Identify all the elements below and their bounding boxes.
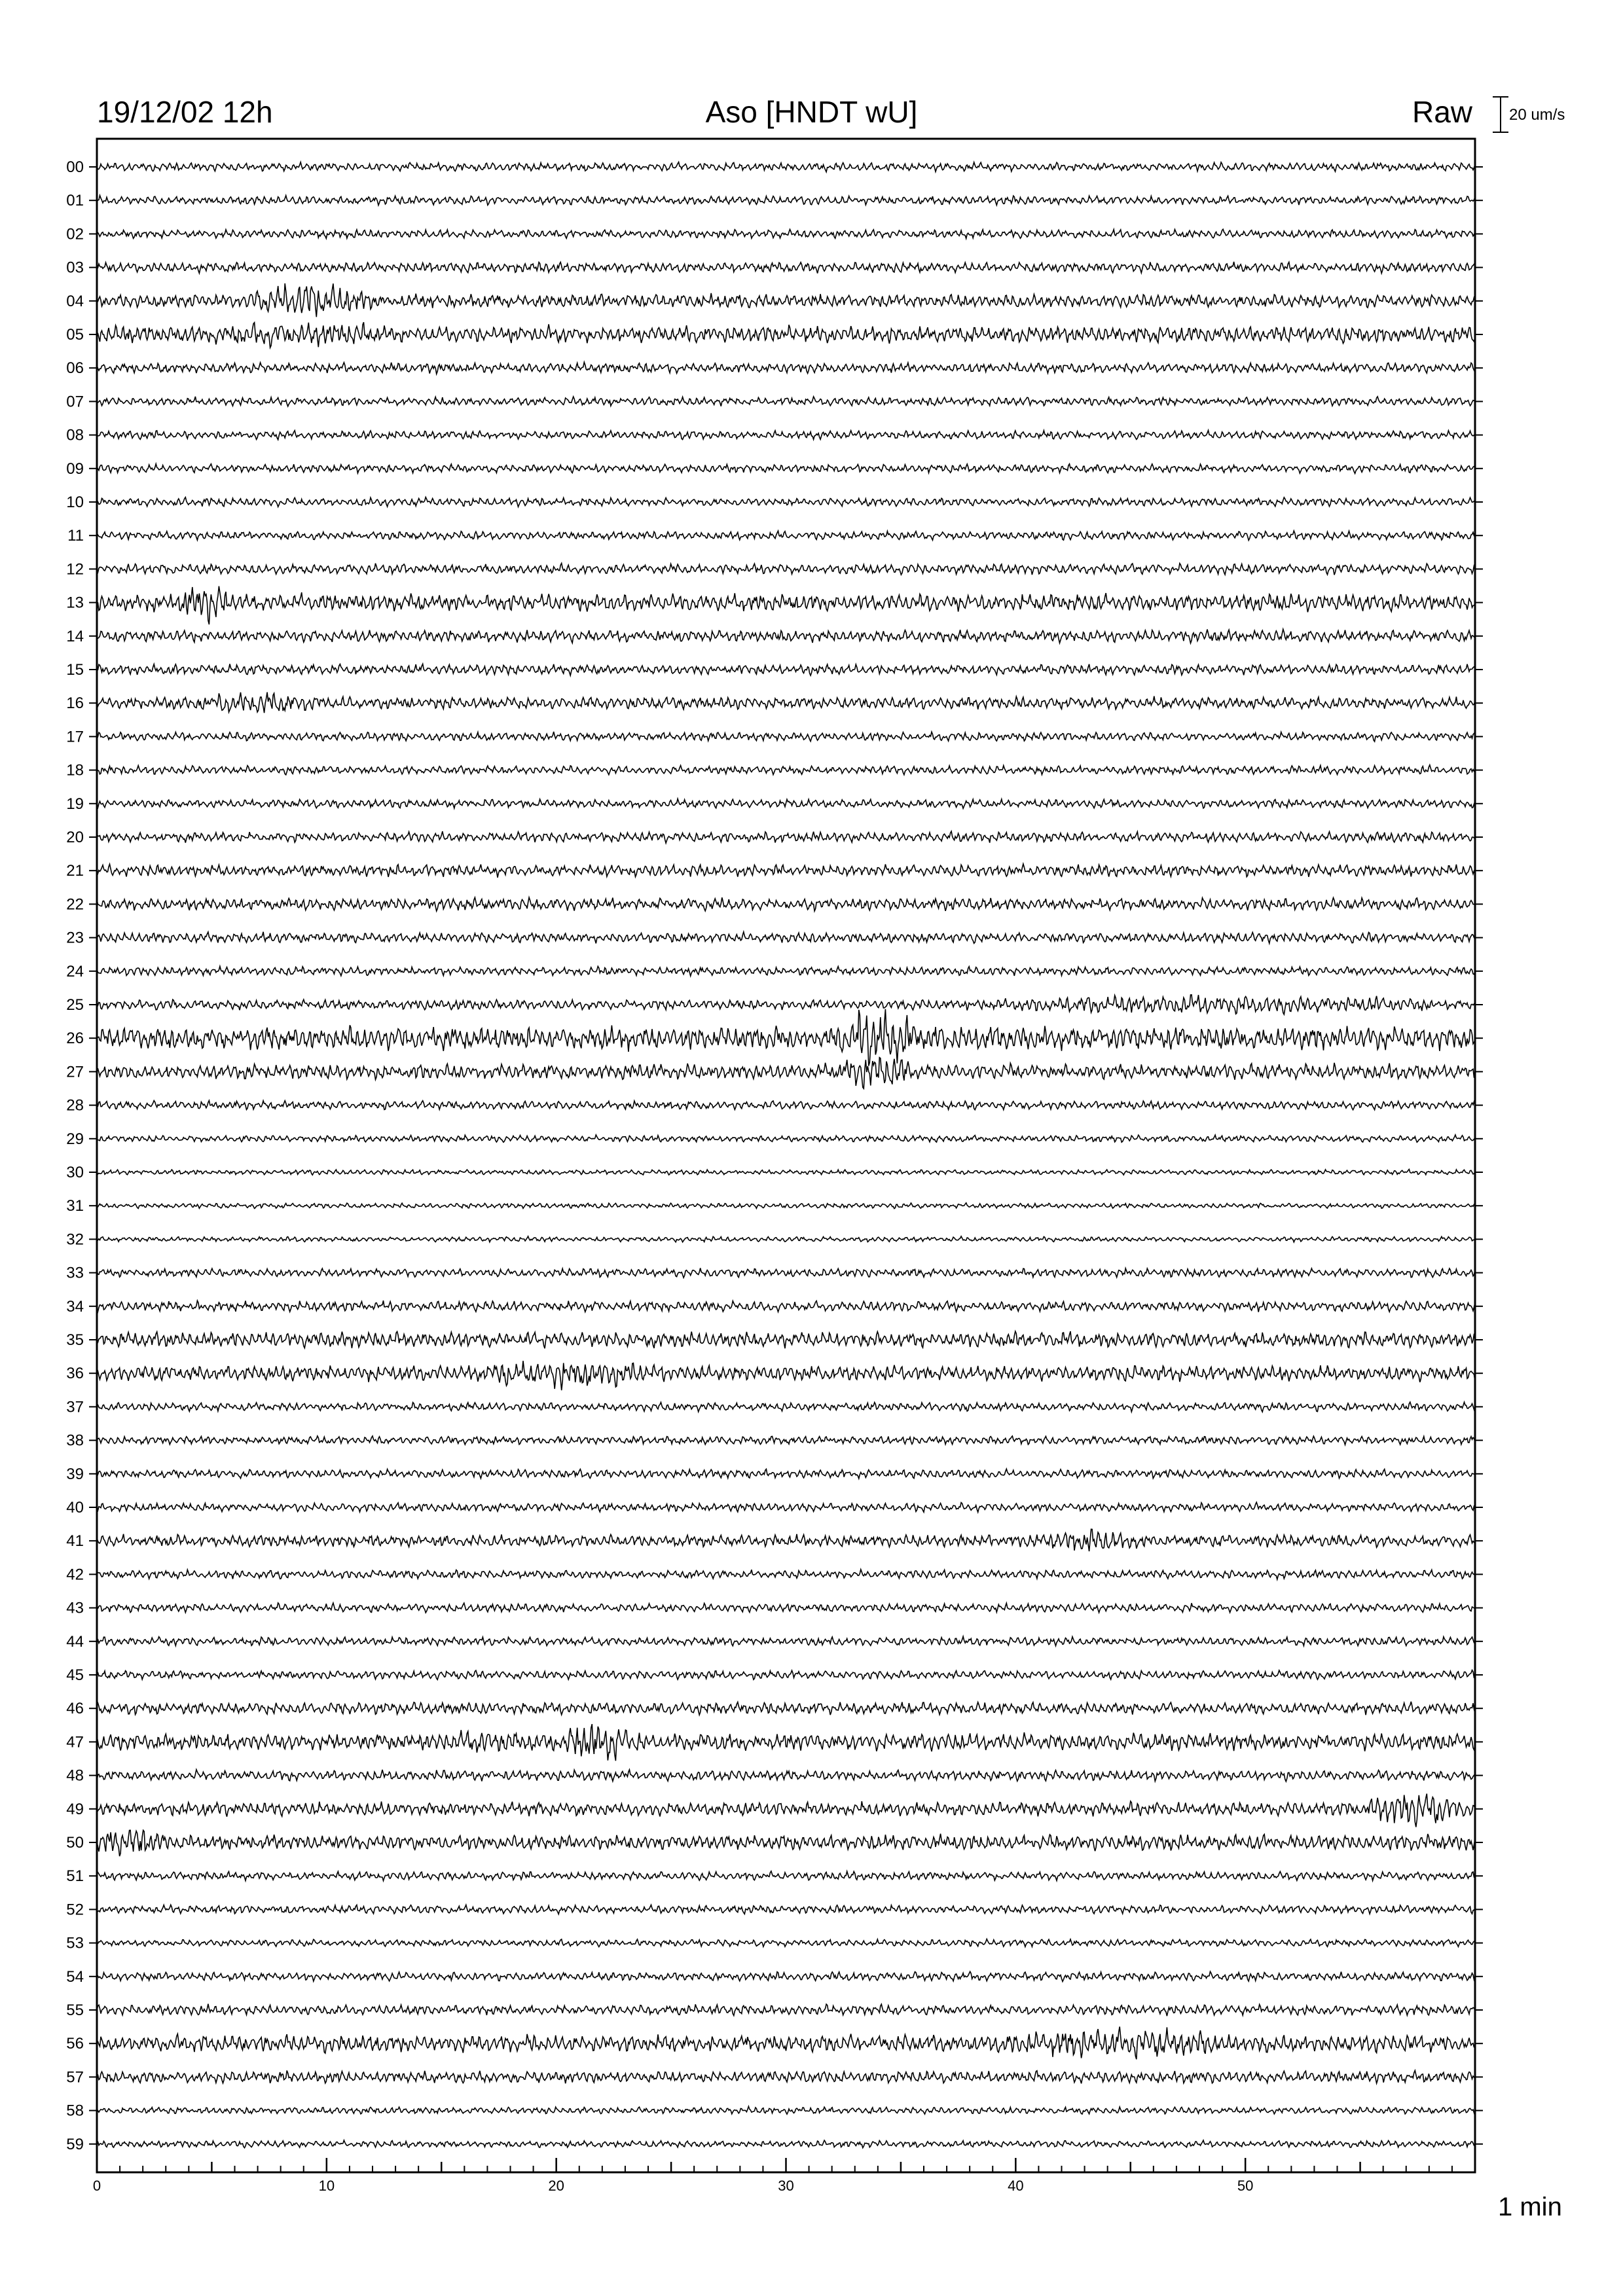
row-label: 43 xyxy=(66,1599,84,1617)
trace-line xyxy=(97,864,1475,878)
trace-line xyxy=(97,262,1475,274)
x-tick-label: 0 xyxy=(92,2178,101,2194)
trace-line xyxy=(97,1871,1475,1881)
trace-line xyxy=(97,1670,1475,1680)
trace-line xyxy=(97,162,1475,172)
trace-line xyxy=(97,1009,1475,1066)
row-label: 56 xyxy=(66,2035,84,2053)
trace-line xyxy=(97,692,1475,713)
trace-line xyxy=(97,1100,1475,1109)
trace-line xyxy=(97,531,1475,541)
trace-line xyxy=(97,564,1475,575)
row-label: 12 xyxy=(66,560,84,579)
trace-line xyxy=(97,1469,1475,1479)
trace-line xyxy=(97,664,1475,675)
trace-line xyxy=(97,1770,1475,1782)
trace-line xyxy=(97,1502,1475,1512)
row-label: 45 xyxy=(66,1666,84,1684)
row-label: 04 xyxy=(66,292,84,310)
row-label: 52 xyxy=(66,1901,84,1919)
row-label: 28 xyxy=(66,1096,84,1115)
trace-line xyxy=(97,732,1475,742)
x-tick-label: 20 xyxy=(548,2178,564,2194)
trace-line xyxy=(97,1135,1475,1142)
trace-line xyxy=(97,798,1475,808)
row-label: 22 xyxy=(66,895,84,914)
row-label: 49 xyxy=(66,1800,84,1818)
trace-line xyxy=(97,1724,1475,1761)
row-label: 32 xyxy=(66,1230,84,1249)
trace-line xyxy=(97,1971,1475,1981)
trace-line xyxy=(97,1636,1475,1645)
x-tick-label: 30 xyxy=(778,2178,794,2194)
row-label: 00 xyxy=(66,158,84,176)
row-label: 02 xyxy=(66,225,84,243)
row-label: 59 xyxy=(66,2135,84,2153)
amplitude-scale-bar xyxy=(1493,97,1508,132)
trace-line xyxy=(97,497,1475,507)
row-label: 44 xyxy=(66,1632,84,1651)
trace-line xyxy=(97,464,1475,474)
trace-line xyxy=(97,932,1475,944)
trace-line xyxy=(97,2027,1475,2060)
trace-line xyxy=(97,1702,1475,1715)
row-label: 41 xyxy=(66,1532,84,1551)
row-label: 25 xyxy=(66,996,84,1014)
row-label: 50 xyxy=(66,1834,84,1852)
trace-line xyxy=(97,397,1475,406)
row-label: 16 xyxy=(66,694,84,713)
trace-line xyxy=(97,322,1475,348)
row-label: 19 xyxy=(66,795,84,813)
row-label: 08 xyxy=(66,426,84,444)
trace-line xyxy=(97,1361,1475,1390)
x-unit-label: 1 min xyxy=(1498,2193,1562,2221)
trace-line xyxy=(97,831,1475,843)
row-label: 47 xyxy=(66,1733,84,1751)
row-label: 14 xyxy=(66,627,84,645)
trace-line xyxy=(97,1570,1475,1579)
trace-line xyxy=(97,1436,1475,1444)
row-label: 55 xyxy=(66,2001,84,2019)
row-label: 05 xyxy=(66,326,84,344)
trace-line xyxy=(97,1794,1475,1827)
row-label: 38 xyxy=(66,1431,84,1450)
trace-line xyxy=(97,897,1475,911)
row-label: 46 xyxy=(66,1700,84,1718)
amplitude-scale-label: 20 um/s xyxy=(1509,106,1565,124)
row-label: 15 xyxy=(66,661,84,679)
row-label: 33 xyxy=(66,1264,84,1282)
row-label: 51 xyxy=(66,1867,84,1886)
row-label: 07 xyxy=(66,393,84,411)
row-label: 36 xyxy=(66,1365,84,1383)
row-label: 31 xyxy=(66,1197,84,1215)
row-label: 17 xyxy=(66,728,84,746)
row-label: 54 xyxy=(66,1967,84,1986)
row-label: 40 xyxy=(66,1499,84,1516)
trace-line xyxy=(97,196,1475,206)
trace-line xyxy=(97,1402,1475,1412)
station-title: Aso [HNDT wU] xyxy=(705,95,918,129)
row-label: 35 xyxy=(66,1331,84,1349)
row-label: 27 xyxy=(66,1063,84,1081)
trace-line xyxy=(97,1529,1475,1551)
trace-line xyxy=(97,1236,1475,1242)
mode-label: Raw xyxy=(1412,95,1472,129)
trace-line xyxy=(97,1058,1475,1089)
row-label: 13 xyxy=(66,594,84,612)
row-label: 26 xyxy=(66,1030,84,1048)
row-label: 48 xyxy=(66,1767,84,1785)
row-label: 03 xyxy=(66,259,84,277)
trace-line xyxy=(97,966,1475,976)
row-label: 58 xyxy=(66,2102,84,2120)
row-label: 53 xyxy=(66,1934,84,1952)
row-label: 39 xyxy=(66,1465,84,1483)
trace-line xyxy=(97,995,1475,1014)
trace-line xyxy=(97,1331,1475,1348)
row-label: 18 xyxy=(66,761,84,780)
trace-line xyxy=(97,586,1475,625)
trace-line xyxy=(97,1939,1475,1947)
trace-line xyxy=(97,2070,1475,2083)
row-label: 30 xyxy=(66,1164,84,1181)
trace-line xyxy=(97,765,1475,775)
trace-line xyxy=(97,2004,1475,2017)
row-label: 09 xyxy=(66,459,84,478)
row-label: 11 xyxy=(67,527,84,545)
trace-line xyxy=(97,1830,1475,1856)
trace-line xyxy=(97,1203,1475,1209)
plot-frame xyxy=(97,139,1475,2172)
row-label: 37 xyxy=(66,1398,84,1416)
trace-line xyxy=(97,283,1475,317)
trace-line xyxy=(97,1300,1475,1312)
row-label: 57 xyxy=(66,2068,84,2087)
trace-line xyxy=(97,362,1475,374)
row-label: 29 xyxy=(66,1130,84,1148)
row-label: 24 xyxy=(66,962,84,980)
row-label: 10 xyxy=(66,493,84,511)
trace-line xyxy=(97,431,1475,440)
row-label: 34 xyxy=(66,1297,84,1316)
trace-line xyxy=(97,1268,1475,1278)
trace-line xyxy=(97,629,1475,643)
row-label: 42 xyxy=(66,1566,84,1584)
row-label: 06 xyxy=(66,359,84,378)
trace-line xyxy=(97,2140,1475,2148)
trace-line xyxy=(97,1603,1475,1613)
x-tick-label: 40 xyxy=(1008,2178,1024,2194)
trace-line xyxy=(97,1905,1475,1914)
trace-line xyxy=(97,229,1475,238)
row-label: 20 xyxy=(66,829,84,846)
x-tick-label: 10 xyxy=(318,2178,335,2194)
x-tick-label: 50 xyxy=(1237,2178,1254,2194)
row-label: 23 xyxy=(66,929,84,947)
row-label: 01 xyxy=(66,192,84,210)
date-hour-label: 19/12/02 12h xyxy=(97,95,273,129)
row-label: 21 xyxy=(66,862,84,880)
trace-line xyxy=(97,2106,1475,2114)
trace-line xyxy=(97,1170,1475,1175)
